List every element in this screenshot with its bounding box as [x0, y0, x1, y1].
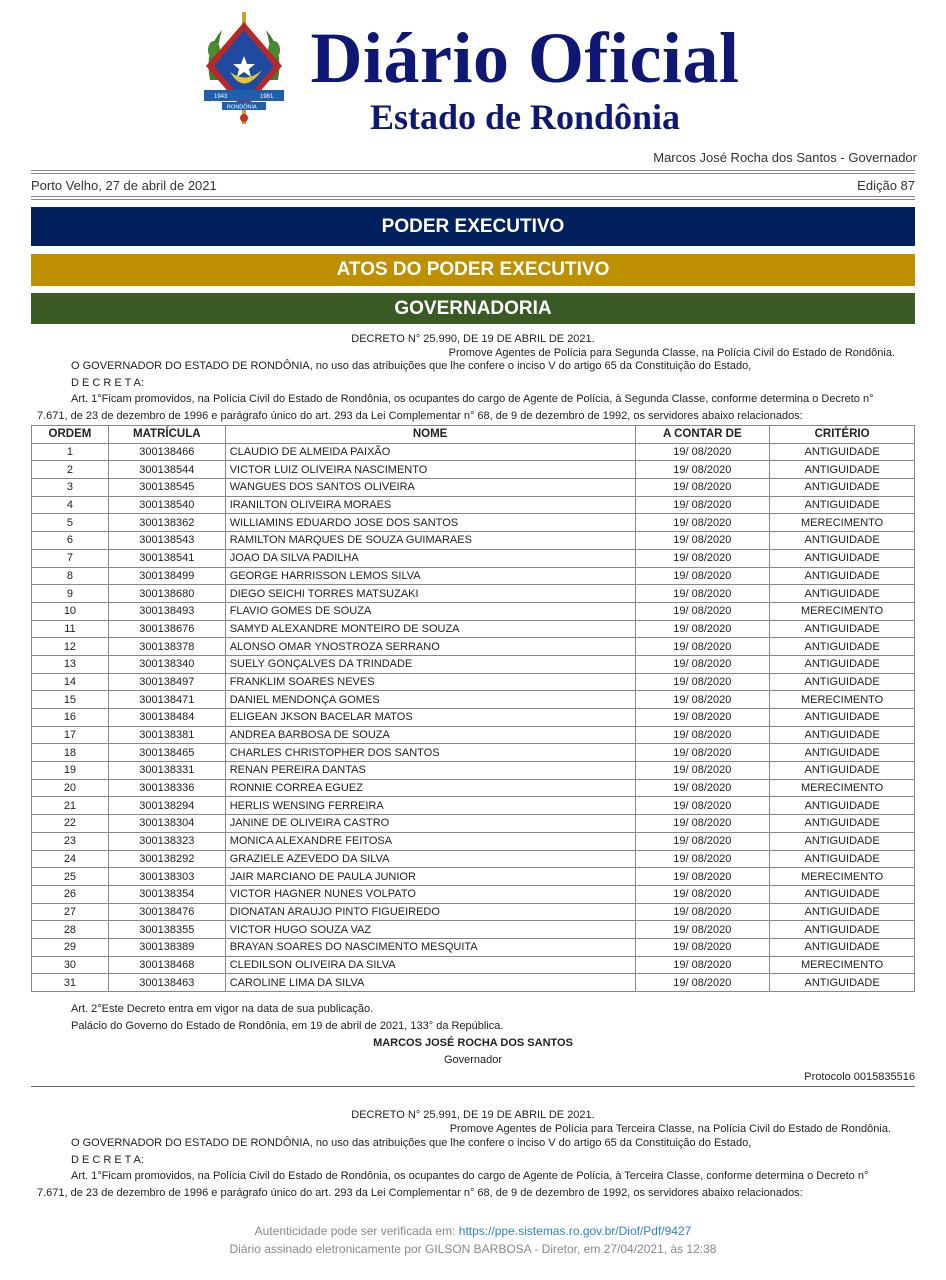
cell-criterio: MERECIMENTO — [770, 602, 915, 620]
col-header-nome: NOME — [225, 426, 635, 444]
cell-ordem: 7 — [32, 549, 109, 567]
coat-year-left: 1943 — [214, 94, 228, 100]
cell-a-contar-de: 19/ 08/2020 — [635, 585, 770, 603]
table-row — [32, 903, 915, 921]
cell-ordem: 1 — [32, 443, 109, 461]
decree2-preamble: O GOVERNADOR DO ESTADO DE RONDÔNIA, no uso das atribuições que lhe confere o inciso V do artigo 65 da Constituição do Estado, — [71, 1137, 752, 1149]
table-row — [32, 921, 915, 939]
edition-number: Edição 87 — [857, 178, 915, 193]
table-row — [32, 938, 915, 956]
cell-criterio: MERECIMENTO — [770, 691, 915, 709]
cell-a-contar-de: 19/ 08/2020 — [635, 567, 770, 585]
cell-matricula: 300138354 — [108, 885, 225, 903]
cell-nome: WILLIAMINS EDUARDO JOSE DOS SANTOS — [225, 514, 635, 532]
cell-criterio: ANTIGUIDADE — [770, 567, 915, 585]
cell-matricula: 300138294 — [108, 797, 225, 815]
cell-a-contar-de: 19/ 08/2020 — [635, 885, 770, 903]
cell-criterio: ANTIGUIDADE — [770, 443, 915, 461]
cell-ordem: 28 — [32, 921, 109, 939]
table-row — [32, 885, 915, 903]
cell-criterio: ANTIGUIDADE — [770, 709, 915, 727]
cell-nome: ELIGEAN JKSON BACELAR MATOS — [225, 709, 635, 727]
cell-matricula: 300138466 — [108, 443, 225, 461]
cell-nome: JANINE DE OLIVEIRA CASTRO — [225, 815, 635, 833]
cell-matricula: 300138463 — [108, 974, 225, 992]
cell-ordem: 31 — [32, 974, 109, 992]
cell-criterio: ANTIGUIDADE — [770, 638, 915, 656]
table-header-row — [32, 426, 915, 444]
cell-matricula: 300138323 — [108, 832, 225, 850]
cell-criterio: ANTIGUIDADE — [770, 655, 915, 673]
table-row — [32, 461, 915, 479]
cell-nome: JAIR MARCIANO DE PAULA JUNIOR — [225, 868, 635, 886]
cell-criterio: ANTIGUIDADE — [770, 549, 915, 567]
cell-criterio: MERECIMENTO — [770, 868, 915, 886]
cell-matricula: 300138545 — [108, 479, 225, 497]
cell-nome: CAROLINE LIMA DA SILVA — [225, 974, 635, 992]
cell-nome: MONICA ALEXANDRE FEITOSA — [225, 832, 635, 850]
cell-ordem: 22 — [32, 815, 109, 833]
cell-ordem: 19 — [32, 762, 109, 780]
cell-ordem: 4 — [32, 496, 109, 514]
cell-matricula: 300138540 — [108, 496, 225, 514]
col-header-a-contar-de: A CONTAR DE — [635, 426, 770, 444]
cell-criterio: ANTIGUIDADE — [770, 885, 915, 903]
cell-a-contar-de: 19/ 08/2020 — [635, 938, 770, 956]
cell-a-contar-de: 19/ 08/2020 — [635, 815, 770, 833]
cell-nome: ANDREA BARBOSA DE SOUZA — [225, 726, 635, 744]
table-row — [32, 726, 915, 744]
cell-ordem: 17 — [32, 726, 109, 744]
decree1-palace: Palácio do Governo do Estado de Rondônia, em 19 de abril de 2021, 133° da República. — [71, 1020, 504, 1032]
table-row — [32, 797, 915, 815]
cell-ordem: 11 — [32, 620, 109, 638]
cell-ordem: 3 — [32, 479, 109, 497]
cell-criterio: ANTIGUIDADE — [770, 496, 915, 514]
cell-a-contar-de: 19/ 08/2020 — [635, 549, 770, 567]
cell-matricula: 300138484 — [108, 709, 225, 727]
cell-a-contar-de: 19/ 08/2020 — [635, 655, 770, 673]
cell-matricula: 300138676 — [108, 620, 225, 638]
decree1-art1-line1: Art. 1°Ficam promovidos, na Polícia Civil do Estado de Rondônia, os ocupantes do cargo de Agente de Polícia, à Segunda Classe, conforme determina o Decreto n° — [71, 393, 874, 405]
cell-ordem: 9 — [32, 585, 109, 603]
decree1-decreta: D E C R E T A: — [71, 377, 144, 389]
cell-a-contar-de: 19/ 08/2020 — [635, 443, 770, 461]
table-row — [32, 496, 915, 514]
cell-a-contar-de: 19/ 08/2020 — [635, 709, 770, 727]
cell-matricula: 300138541 — [108, 549, 225, 567]
cell-matricula: 300138497 — [108, 673, 225, 691]
cell-a-contar-de: 19/ 08/2020 — [635, 797, 770, 815]
cell-criterio: MERECIMENTO — [770, 779, 915, 797]
cell-a-contar-de: 19/ 08/2020 — [635, 514, 770, 532]
cell-ordem: 24 — [32, 850, 109, 868]
decree1-art1-line2: 7.671, de 23 de dezembro de 1996 e parágrafo único do art. 293 da Lei Complementar n° 68, de 9 de dezembro de 1992, os servidores abaixo relacionados: — [37, 410, 803, 422]
cell-criterio: ANTIGUIDADE — [770, 850, 915, 868]
cell-nome: SAMYD ALEXANDRE MONTEIRO DE SOUZA — [225, 620, 635, 638]
cell-a-contar-de: 19/ 08/2020 — [635, 779, 770, 797]
cell-matricula: 300138493 — [108, 602, 225, 620]
cell-ordem: 26 — [32, 885, 109, 903]
publication-subtitle: Estado de Rondônia — [369, 97, 681, 137]
authenticity-label: Autenticidade pode ser verificada em: — [254, 1224, 459, 1238]
cell-nome: DIONATAN ARAUJO PINTO FIGUEIREDO — [225, 903, 635, 921]
cell-matricula: 300138499 — [108, 567, 225, 585]
cell-ordem: 14 — [32, 673, 109, 691]
cell-ordem: 20 — [32, 779, 109, 797]
cell-matricula: 300138471 — [108, 691, 225, 709]
cell-a-contar-de: 19/ 08/2020 — [635, 673, 770, 691]
cell-nome: IRANILTON OLIVEIRA MORAES — [225, 496, 635, 514]
cell-a-contar-de: 19/ 08/2020 — [635, 974, 770, 992]
table-row — [32, 655, 915, 673]
cell-matricula: 300138292 — [108, 850, 225, 868]
decree2-art1-line1: Art. 1°Ficam promovidos, na Polícia Civil do Estado de Rondônia, os ocupantes do cargo de Agente de Polícia, à Terceira Classe, conforme determina o Decreto n° — [71, 1170, 869, 1182]
cell-criterio: ANTIGUIDADE — [770, 726, 915, 744]
cell-criterio: ANTIGUIDADE — [770, 903, 915, 921]
col-header-matricula: MATRÍCULA — [108, 426, 225, 444]
cell-matricula: 300138544 — [108, 461, 225, 479]
cell-criterio: ANTIGUIDADE — [770, 832, 915, 850]
decree2-summary: Promove Agentes de Polícia para Terceira Classe, na Polícia Civil do Estado de Rondônia. — [449, 1123, 891, 1135]
cell-nome: FLAVIO GOMES DE SOUZA — [225, 602, 635, 620]
cell-matricula: 300138468 — [108, 956, 225, 974]
table-row — [32, 638, 915, 656]
cell-nome: SUELY GONÇALVES DA TRINDADE — [225, 655, 635, 673]
signature-line: Diário assinado eletronicamente por GILSON BARBOSA - Diretor, em 27/04/2021, às 12:38 — [229, 1242, 717, 1256]
cell-matricula: 300138304 — [108, 815, 225, 833]
table-row — [32, 602, 915, 620]
table-row — [32, 762, 915, 780]
cell-matricula: 300138389 — [108, 938, 225, 956]
decree1-art2: Art. 2°Este Decreto entra em vigor na data de sua publicação. — [71, 1003, 374, 1015]
cell-nome: GEORGE HARRISSON LEMOS SILVA — [225, 567, 635, 585]
cell-a-contar-de: 19/ 08/2020 — [635, 691, 770, 709]
cell-a-contar-de: 19/ 08/2020 — [635, 744, 770, 762]
decree1-preamble: O GOVERNADOR DO ESTADO DE RONDÔNIA, no uso das atribuições que lhe confere o inciso V do artigo 65 da Constituição do Estado, — [71, 360, 752, 372]
cell-a-contar-de: 19/ 08/2020 — [635, 921, 770, 939]
table-row — [32, 443, 915, 461]
cell-nome: VICTOR HUGO SOUZA VAZ — [225, 921, 635, 939]
cell-a-contar-de: 19/ 08/2020 — [635, 762, 770, 780]
cell-nome: BRAYAN SOARES DO NASCIMENTO MESQUITA — [225, 938, 635, 956]
cell-a-contar-de: 19/ 08/2020 — [635, 638, 770, 656]
cell-matricula: 300138378 — [108, 638, 225, 656]
cell-ordem: 12 — [32, 638, 109, 656]
cell-criterio: ANTIGUIDADE — [770, 938, 915, 956]
cell-nome: CHARLES CHRISTOPHER DOS SANTOS — [225, 744, 635, 762]
cell-ordem: 5 — [32, 514, 109, 532]
cell-ordem: 25 — [32, 868, 109, 886]
cell-matricula: 300138303 — [108, 868, 225, 886]
section-band-poder-executivo: PODER EXECUTIVO — [31, 207, 915, 246]
coat-banner: RONDÔNIA — [227, 104, 257, 111]
cell-nome: ALONSO OMAR YNOSTROZA SERRANO — [225, 638, 635, 656]
cell-ordem: 30 — [32, 956, 109, 974]
cell-ordem: 15 — [32, 691, 109, 709]
cell-matricula: 300138476 — [108, 903, 225, 921]
cell-a-contar-de: 19/ 08/2020 — [635, 496, 770, 514]
col-header-ordem: ORDEM — [32, 426, 109, 444]
cell-nome: RAMILTON MARQUES DE SOUZA GUIMARAES — [225, 532, 635, 550]
decree1-heading: DECRETO N° 25.990, DE 19 DE ABRIL DE 2021. — [351, 333, 595, 345]
cell-nome: HERLIS WENSING FERREIRA — [225, 797, 635, 815]
cell-nome: GRAZIELE AZEVEDO DA SILVA — [225, 850, 635, 868]
cell-nome: WANGUES DOS SANTOS OLIVEIRA — [225, 479, 635, 497]
cell-a-contar-de: 19/ 08/2020 — [635, 620, 770, 638]
cell-ordem: 6 — [32, 532, 109, 550]
cell-criterio: MERECIMENTO — [770, 956, 915, 974]
table-row — [32, 673, 915, 691]
table-row — [32, 709, 915, 727]
decree2-decreta: D E C R E T A: — [71, 1154, 144, 1166]
table-row — [32, 585, 915, 603]
cell-criterio: ANTIGUIDADE — [770, 585, 915, 603]
cell-a-contar-de: 19/ 08/2020 — [635, 850, 770, 868]
promotion-table — [31, 425, 915, 992]
cell-a-contar-de: 19/ 08/2020 — [635, 903, 770, 921]
cell-nome: CLAUDIO DE ALMEIDA PAIXÃO — [225, 443, 635, 461]
decree2-art1-line2: 7.671, de 23 de dezembro de 1996 e parágrafo único do art. 293 da Lei Complementar n° 68, de 9 de dezembro de 1992, os servidores abaixo relacionados: — [37, 1187, 803, 1199]
table-row — [32, 956, 915, 974]
cell-a-contar-de: 19/ 08/2020 — [635, 726, 770, 744]
col-header-criterio: CRITÉRIO — [770, 426, 915, 444]
table-row — [32, 567, 915, 585]
section-band-atos: ATOS DO PODER EXECUTIVO — [31, 254, 915, 286]
coat-year-right: 1981 — [260, 94, 274, 100]
decree1-protocol: Protocolo 0015835516 — [804, 1071, 915, 1083]
cell-criterio: ANTIGUIDADE — [770, 797, 915, 815]
cell-nome: DIEGO SEICHI TORRES MATSUZAKI — [225, 585, 635, 603]
cell-nome: FRANKLIM SOARES NEVES — [225, 673, 635, 691]
publication-title: Diário Oficial — [310, 18, 740, 98]
coat-of-arms-icon — [200, 10, 288, 128]
cell-matricula: 300138355 — [108, 921, 225, 939]
table-row — [32, 832, 915, 850]
cell-criterio: ANTIGUIDADE — [770, 815, 915, 833]
table-row — [32, 868, 915, 886]
cell-criterio: ANTIGUIDADE — [770, 673, 915, 691]
cell-nome: RENAN PEREIRA DANTAS — [225, 762, 635, 780]
cell-a-contar-de: 19/ 08/2020 — [635, 832, 770, 850]
cell-a-contar-de: 19/ 08/2020 — [635, 602, 770, 620]
decree1-summary: Promove Agentes de Polícia para Segunda Classe, na Polícia Civil do Estado de Rondônia. — [448, 347, 895, 359]
cell-ordem: 13 — [32, 655, 109, 673]
table-row — [32, 850, 915, 868]
cell-matricula: 300138465 — [108, 744, 225, 762]
decree-divider — [31, 1086, 915, 1087]
authenticity-line — [0, 1224, 946, 1238]
cell-a-contar-de: 19/ 08/2020 — [635, 868, 770, 886]
cell-matricula: 300138362 — [108, 514, 225, 532]
cell-criterio: ANTIGUIDADE — [770, 479, 915, 497]
cell-nome: RONNIE CORREA EGUEZ — [225, 779, 635, 797]
cell-criterio: ANTIGUIDADE — [770, 744, 915, 762]
decree1-signer: MARCOS JOSÉ ROCHA DOS SANTOS — [373, 1037, 573, 1049]
cell-ordem: 2 — [32, 461, 109, 479]
cell-ordem: 18 — [32, 744, 109, 762]
cell-criterio: ANTIGUIDADE — [770, 532, 915, 550]
cell-nome: CLEDILSON OLIVEIRA DA SILVA — [225, 956, 635, 974]
cell-a-contar-de: 19/ 08/2020 — [635, 479, 770, 497]
cell-matricula: 300138381 — [108, 726, 225, 744]
cell-nome: VICTOR HAGNER NUNES VOLPATO — [225, 885, 635, 903]
cell-ordem: 23 — [32, 832, 109, 850]
cell-criterio: ANTIGUIDADE — [770, 762, 915, 780]
decree2-heading: DECRETO N° 25.991, DE 19 DE ABRIL DE 2021. — [351, 1109, 595, 1121]
governor-line: Marcos José Rocha dos Santos - Governador — [653, 150, 917, 165]
table-row — [32, 779, 915, 797]
cell-ordem: 10 — [32, 602, 109, 620]
table-row — [32, 815, 915, 833]
cell-criterio: MERECIMENTO — [770, 514, 915, 532]
table-row — [32, 691, 915, 709]
cell-matricula: 300138340 — [108, 655, 225, 673]
table-row — [32, 744, 915, 762]
cell-ordem: 16 — [32, 709, 109, 727]
header-divider-bottom — [31, 196, 915, 200]
cell-a-contar-de: 19/ 08/2020 — [635, 461, 770, 479]
masthead — [0, 0, 946, 140]
cell-matricula: 300138543 — [108, 532, 225, 550]
table-row — [32, 479, 915, 497]
cell-matricula: 300138336 — [108, 779, 225, 797]
cell-nome: DANIEL MENDONÇA GOMES — [225, 691, 635, 709]
decree1-signer-role: Governador — [443, 1054, 503, 1066]
section-band-governadoria: GOVERNADORIA — [31, 293, 915, 324]
table-row — [32, 514, 915, 532]
table-row — [32, 549, 915, 567]
table-row — [32, 974, 915, 992]
cell-ordem: 21 — [32, 797, 109, 815]
cell-a-contar-de: 19/ 08/2020 — [635, 532, 770, 550]
cell-nome: JOAO DA SILVA PADILHA — [225, 549, 635, 567]
table-row — [32, 620, 915, 638]
cell-ordem: 8 — [32, 567, 109, 585]
table-body — [32, 443, 915, 991]
cell-nome: VICTOR LUIZ OLIVEIRA NASCIMENTO — [225, 461, 635, 479]
cell-criterio: ANTIGUIDADE — [770, 921, 915, 939]
cell-criterio: ANTIGUIDADE — [770, 620, 915, 638]
table-row — [32, 532, 915, 550]
cell-ordem: 29 — [32, 938, 109, 956]
cell-matricula: 300138331 — [108, 762, 225, 780]
header-divider — [31, 170, 915, 174]
cell-criterio: ANTIGUIDADE — [770, 974, 915, 992]
cell-matricula: 300138680 — [108, 585, 225, 603]
authenticity-link[interactable]: https://ppe.sistemas.ro.gov.br/Diof/Pdf/9427 — [458, 1224, 692, 1238]
cell-criterio: ANTIGUIDADE — [770, 461, 915, 479]
cell-ordem: 27 — [32, 903, 109, 921]
place-date: Porto Velho, 27 de abril de 2021 — [31, 178, 217, 193]
cell-a-contar-de: 19/ 08/2020 — [635, 956, 770, 974]
